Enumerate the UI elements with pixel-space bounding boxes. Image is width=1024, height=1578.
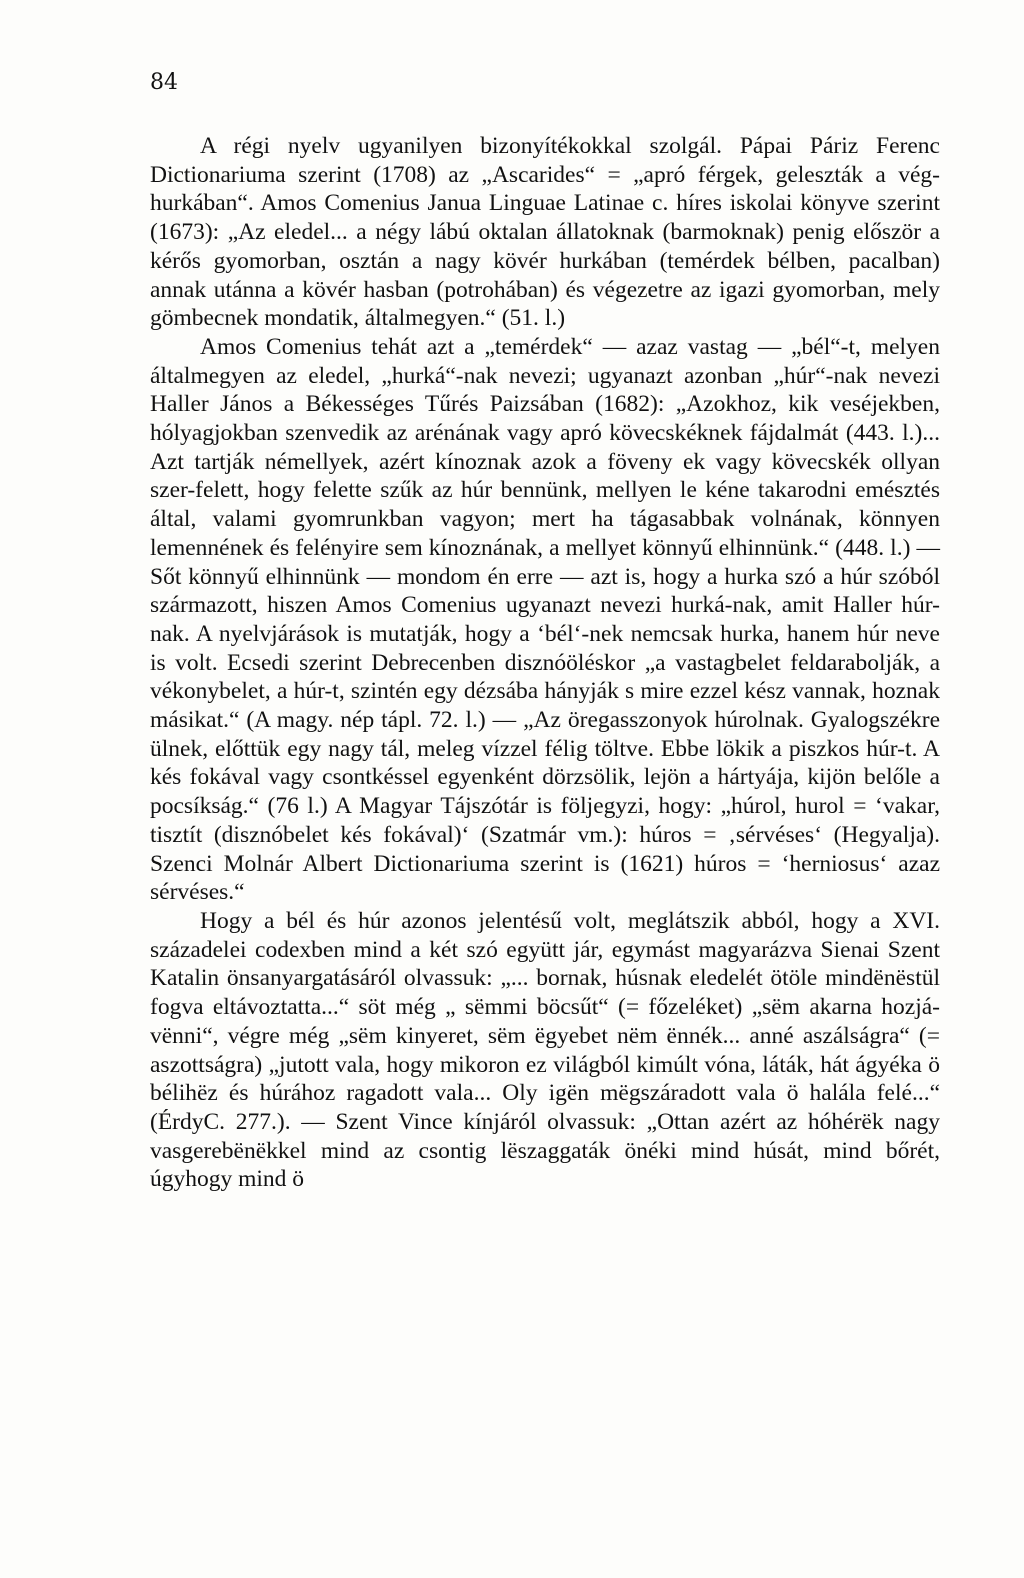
body-text — [150, 132, 940, 1194]
page-number: 84 — [150, 70, 178, 95]
paragraph-3: Hogy a bél és húr azonos jelentésű volt, meglátszik abból, hogy a XVI. századelei codexben mind a két szó együtt jár, egymást magyarázva Sienai Szent Katalin önsanyargatásáról olvassuk: „... bornak, húsnak eledelét ötöle mindënëstül fogva eltávoztatta...“ söt még „ sëmmi böcsűt“ (= főzeléket) „sëm akarna hozjá-vënni“, végre még „sëm kinyeret, sëm ëgyebet nëm ënnék... anné aszálságra“ (= aszottságra) „jutott vala, hogy mikoron ez világból kimúlt vóna, láták, hát ágyéka ö bélihëz és húrához ragadott vala... Oly igën mëgszáradott vala ö halála felé...“ (ÉrdyC. 277.). — Szent Vince kínjáról olvassuk: „Ottan azért az hóhérëk nagy vasgerebënëkkel mind az csontig lëszaggaták önéki mind húsát, mind bőrét, úgyhogy mind ö — [150, 907, 940, 1193]
paragraph-2: Amos Comenius tehát azt a „temérdek“ — azaz vastag — „bél“-t, melyen általmegyen az eledel, „hurká“-nak nevezi; ugyanazt azonban „húr“-nak nevezi Haller János a Békességes Tűrés Paizsában (1682): „Azokhoz, kik veséjekben, hólyagjokban szenvedik az arénának vagy apró kövecskéknek fájdalmát (443. l.)... Azt tartják némellyek, azért kínoznak azok a föveny ek vagy kövecskék ollyan szer-felett, hogy felette szűk az húr bennünk, mellyen le kéne takarodni emésztés által, valami gyomrunkban vagyon; mert ha tágasabbak volnának, könnyen lemennének és felényire sem kínoznának, a mellyet könnyű elhinnünk.“ (448. l.) — Sőt könnyű elhinnünk — mondom én erre — azt is, hogy a hurka szó a húr szóból származott, hiszen Amos Comenius ugyanazt nevezi hurká-nak, amit Haller húr-nak. A nyelvjárások is mutatják, hogy a ‘bél‘-nek nemcsak hurka, hanem húr neve is volt. Ecsedi szerint Debrecenben disznóöléskor „a vastagbelet feldarabolják, a vékonybelet, a húr-t, szintén egy dézsába hányják s mire ezzel kész vannak, hoznak másikat.“ (A magy. nép tápl. 72. l.) — „Az öregasszonyok húrolnak. Gyalogszékre ülnek, előttük egy nagy tál, meleg vízzel félig töltve. Ebbe lökik a piszkos húr-t. A kés fokával vagy csontkéssel egyenként dörzsölik, lejön a hártyája, kijön belőle a pocsíkság.“ (76 l.) A Magyar Tájszótár is följegyzi, hogy: „húrol, hurol = ‘vakar, tisztít (disznóbelet kés fokával)‘ (Szatmár vm.): húros = ‚sérvéses‘ (Hegyalja). Szenci Molnár Albert Dictionariuma szerint is (1621) húros = ‘herniosus‘ azaz sérvéses.“ — [150, 333, 940, 906]
paragraph-1: A régi nyelv ugyanilyen bizonyítékokkal szolgál. Pápai Páriz Ferenc Dictionariuma szerint (1708) az „Ascarides“ = „apró férgek, geleszták a vég-hurkában“. Amos Comenius Janua Linguae Latinae c. híres iskolai könyve szerint (1673): „Az eledel... a négy lábú oktalan állatoknak (barmoknak) penig először a kérős gyomorban, osztán a nagy kövér hurkában (temérdek bélben, pacalban) annak utánna a kövér hasban (potrohában) és végezetre az igazi gyomorban, mely gömbecnek mondatik, általmegyen.“ (51. l.) — [150, 133, 940, 332]
